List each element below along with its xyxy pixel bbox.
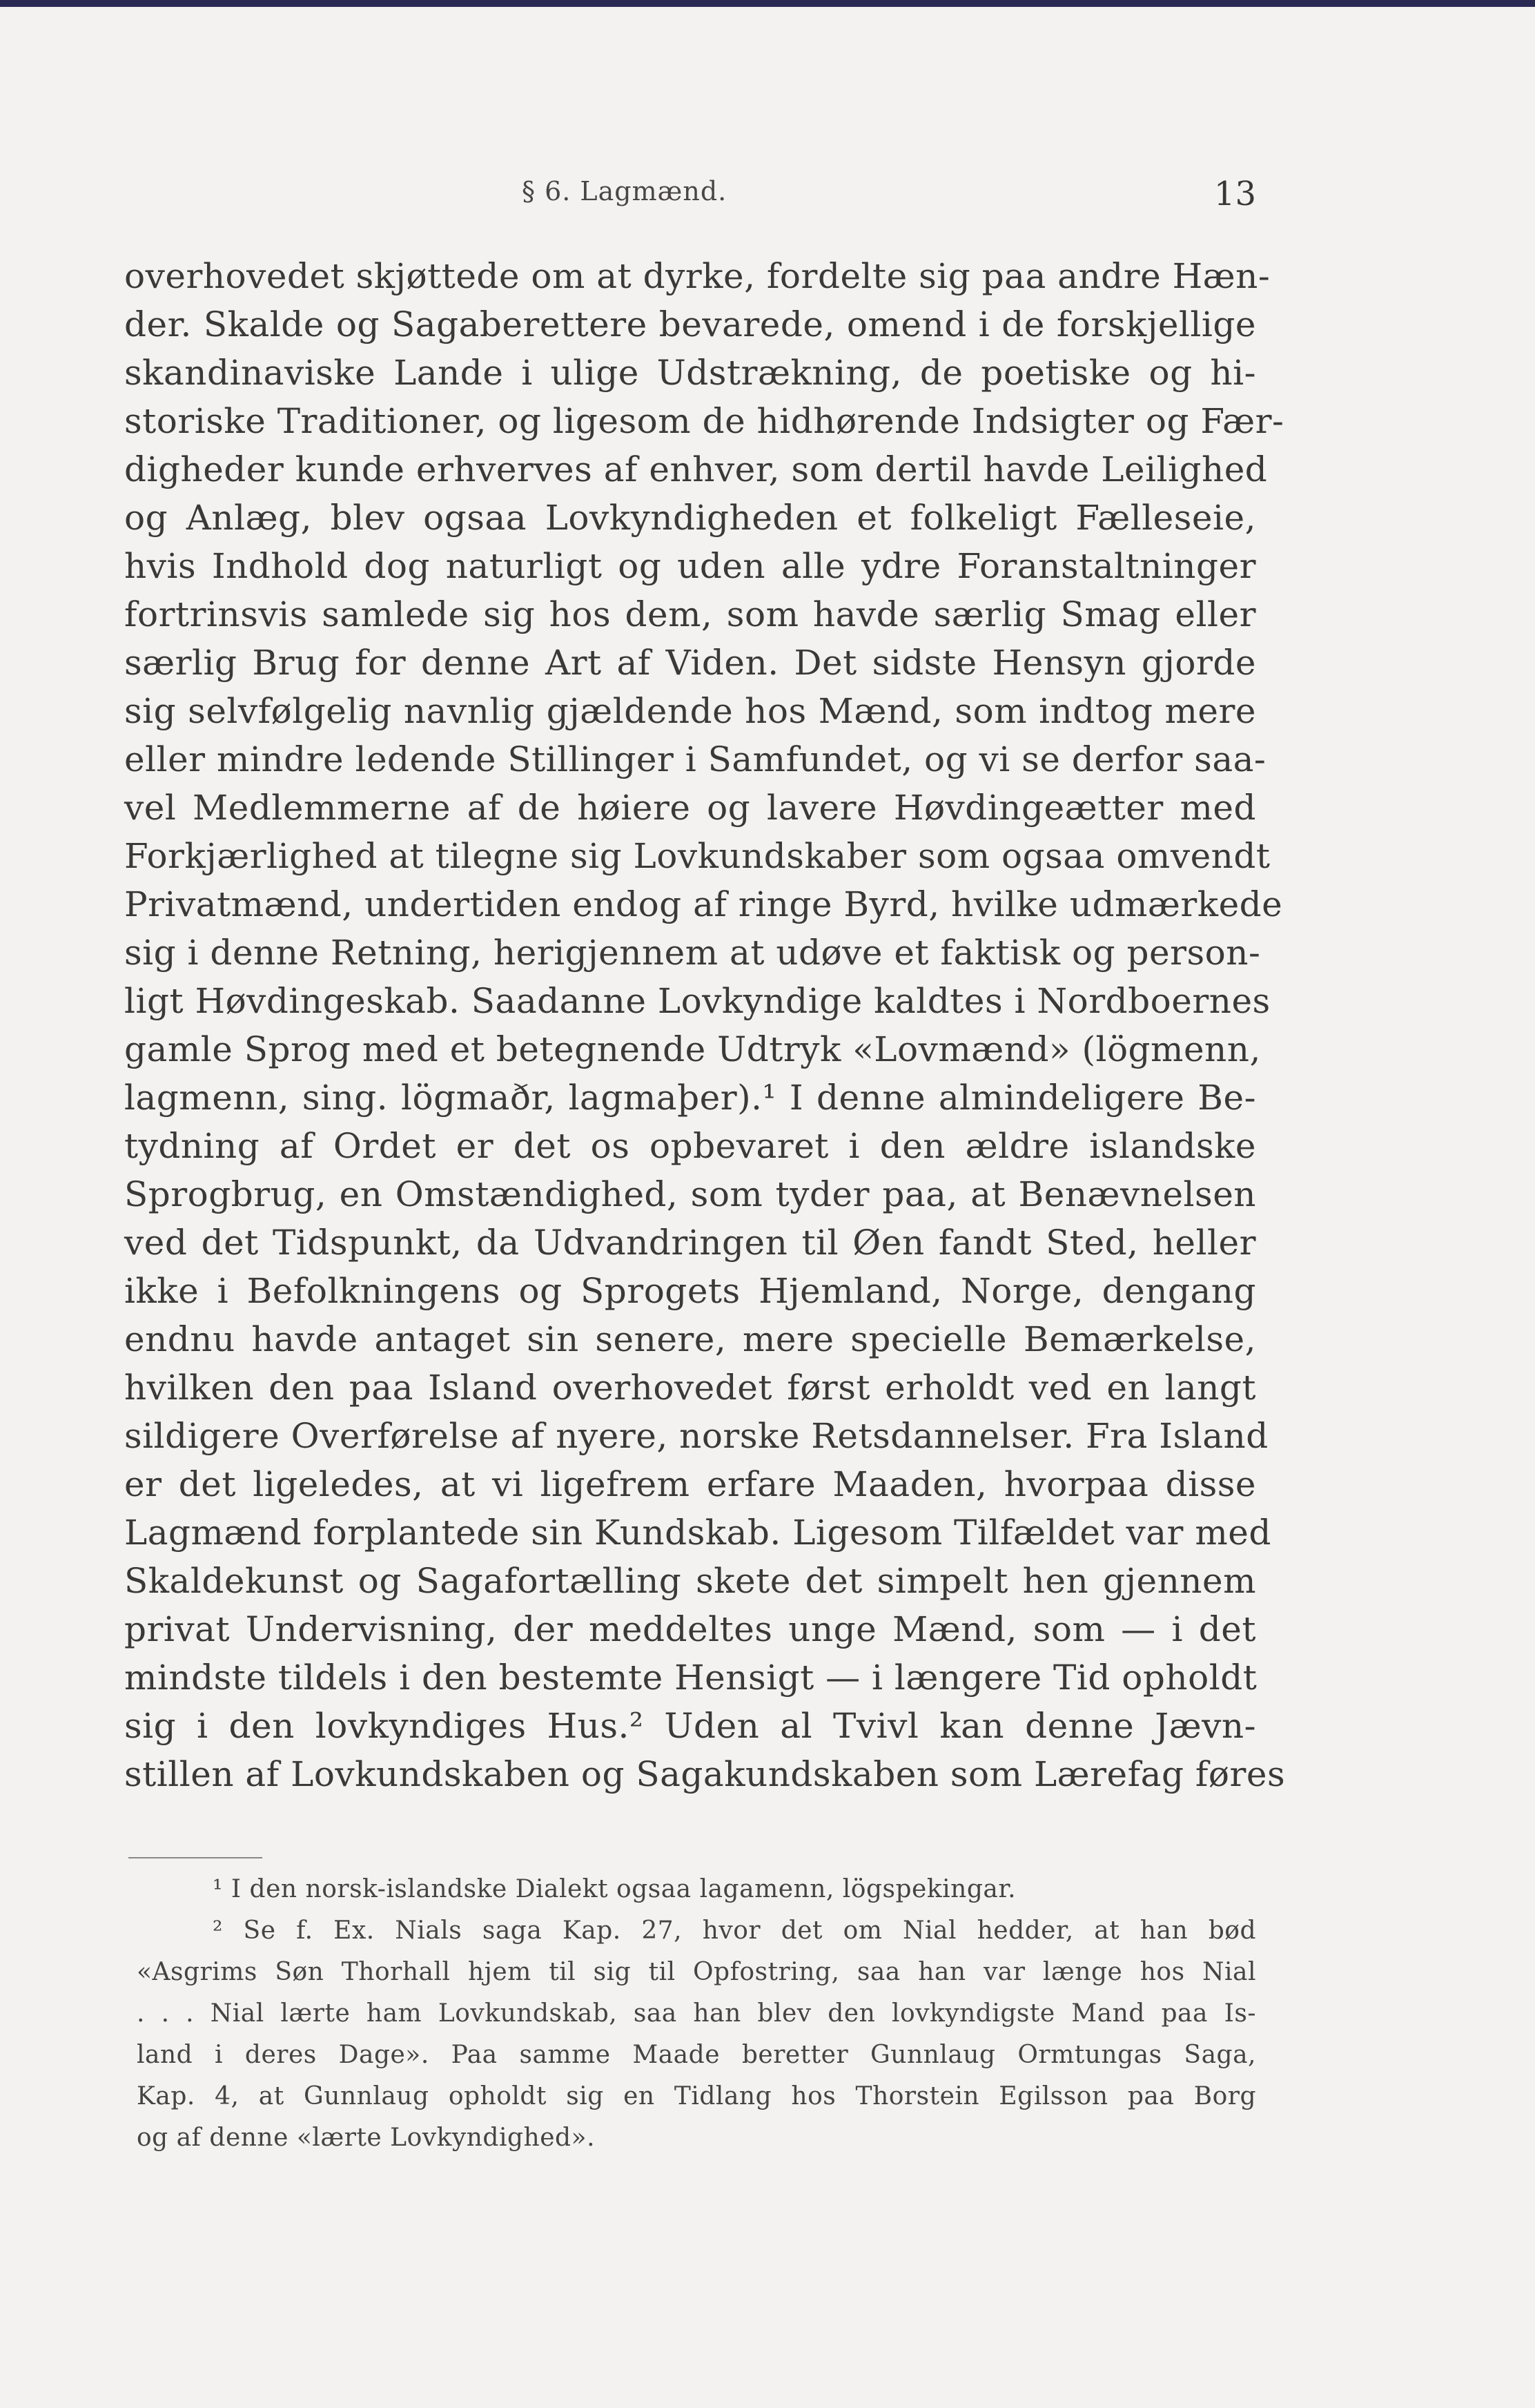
body-line: der. Skalde og Sagaberettere bevarede, omend i de forskjellige (124, 304, 1256, 344)
body-line: og Anlæg, blev ogsaa Lovkyndigheden et folkeligt Fælleseie, (124, 498, 1256, 538)
body-line: særlig Brug for denne Art af Viden. Det sidste Hensyn gjorde (124, 643, 1256, 683)
body-line: tydning af Ordet er det os opbevaret i den ældre islandske (124, 1126, 1256, 1166)
body-line: vel Medlemmerne af de høiere og lavere Høvdingeætter med (124, 788, 1256, 828)
body-line: eller mindre ledende Stillinger i Samfundet, og vi se derfor saa- (124, 739, 1267, 779)
body-line: sig i den lovkyndiges Hus.² Uden al Tvivl kan denne Jævn- (124, 1706, 1256, 1746)
body-line: gamle Sprog med et betegnende Udtryk «Lovmænd» (lögmenn, (124, 1029, 1261, 1069)
body-line: ved det Tidspunkt, da Udvandringen til Øen fandt Sted, heller (124, 1223, 1256, 1263)
page-number: 13 (1213, 175, 1256, 213)
body-line: Sprogbrug, en Omstændighed, som tyder paa, at Benævnelsen (124, 1174, 1256, 1214)
body-line: sig selvfølgelig navnlig gjældende hos Mænd, som indtog mere (124, 691, 1256, 731)
body-line: hvis Indhold dog naturligt og uden alle ydre Foranstaltninger (124, 546, 1256, 586)
footnote-line: og af denne «lærte Lovkyndighed». (137, 2124, 596, 2152)
footnote-line: Kap. 4, at Gunnlaug opholdt sig en Tidlang hos Thorstein Egilsson paa Borg (137, 2082, 1256, 2110)
footnote-line: ¹ I den norsk-islandske Dialekt ogsaa lagamenn, lögspekingar. (213, 1875, 1017, 1903)
body-line: storiske Traditioner, og ligesom de hidhørende Indsigter og Fær- (124, 401, 1284, 441)
section-heading: § 6. Lagmænd. (522, 176, 727, 206)
body-line: Privatmænd, undertiden endog af ringe Byrd, hvilke udmærkede (124, 884, 1283, 924)
body-line: lagmenn, sing. lögmaðr, lagmaþer).¹ I denne almindeligere Be- (124, 1078, 1256, 1118)
body-line: ikke i Befolkningens og Sprogets Hjemland, Norge, dengang (124, 1271, 1256, 1311)
body-line: sildigere Overførelse af nyere, norske Retsdannelser. Fra Island (124, 1416, 1269, 1456)
footnote-line: . . . Nial lærte ham Lovkundskab, saa han blev den lovkyndigste Mand paa Is- (137, 1999, 1256, 2028)
scan-top-edge (0, 0, 1535, 7)
body-line: ligt Høvdingeskab. Saadanne Lovkyndige kaldtes i Nordboernes (124, 981, 1271, 1021)
body-line: hvilken den paa Island overhovedet først erholdt ved en langt (124, 1368, 1256, 1408)
body-line: sig i denne Retning, herigjennem at udøve et faktisk og person- (124, 933, 1261, 973)
body-line: endnu havde antaget sin senere, mere specielle Bemærkelse, (124, 1319, 1256, 1359)
body-line: overhovedet skjøttede om at dyrke, fordelte sig paa andre Hæn- (124, 256, 1271, 296)
body-line: fortrinsvis samlede sig hos dem, som havde særlig Smag eller (124, 594, 1256, 634)
footnote-line: land i deres Dage». Paa samme Maade beretter Gunnlaug Ormtungas Saga, (137, 2041, 1256, 2069)
footnotes (137, 1869, 1256, 2159)
body-line: Skaldekunst og Sagafortælling skete det simpelt hen gjennem (124, 1561, 1256, 1601)
footnote-line: «Asgrims Søn Thorhall hjem til sig til Opfostring, saa han var længe hos Nial (137, 1958, 1256, 1986)
running-head (124, 176, 1256, 217)
body-line: er det ligeledes, at vi ligefrem erfare Maaden, hvorpaa disse (124, 1464, 1256, 1504)
body-text (124, 252, 1286, 1798)
footnote-line: ² Se f. Ex. Nials saga Kap. 27, hvor det om Nial hedder, at han bød (213, 1916, 1256, 1945)
footnote-rule (128, 1857, 262, 1858)
body-line: stillen af Lovkundskaben og Sagakundskaben som Lærefag føres (124, 1754, 1286, 1794)
body-line: Forkjærlighed at tilegne sig Lovkundskaber som ogsaa omvendt (124, 836, 1271, 876)
body-line: Lagmænd forplantede sin Kundskab. Ligesom Tilfældet var med (124, 1513, 1271, 1553)
body-line: privat Undervisning, der meddeltes unge Mænd, som — i det (124, 1609, 1256, 1649)
body-line: digheder kunde erhverves af enhver, som dertil havde Leilighed (124, 449, 1268, 489)
body-line: mindste tildels i den bestemte Hensigt — i længere Tid opholdt (124, 1658, 1258, 1698)
body-line: skandinaviske Lande i ulige Udstrækning, de poetiske og hi- (124, 353, 1256, 393)
